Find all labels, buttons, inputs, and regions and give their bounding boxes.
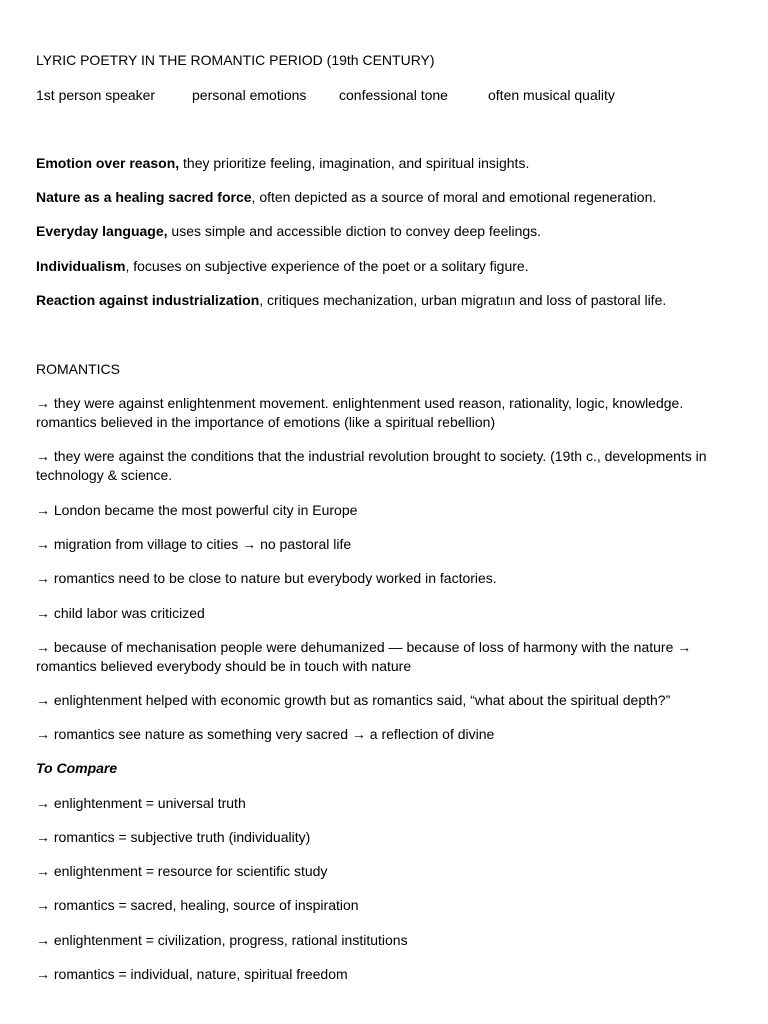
romantics-point: → they were against enlightenment movement. enlightenment used reason, rationality, logic, knowledge. romantics believed in the importance of emotions (like a spiritual rebellion): [36, 395, 684, 430]
compare-heading: To Compare: [36, 760, 118, 776]
feature-item: [36, 154, 736, 173]
romantics-heading: ROMANTICS: [36, 361, 120, 377]
feature-term: Reaction against industrialization: [36, 292, 260, 308]
feature-term: Everyday language,: [36, 223, 168, 239]
keyword-row: [36, 86, 736, 105]
feature-text: , focuses on subjective experience of the poet or a solitary figure.: [125, 258, 529, 274]
compare-point: → romantics = sacred, healing, source of inspiration: [36, 897, 359, 913]
romantics-point: → child labor was criticized: [36, 605, 205, 621]
feature-item: [36, 291, 736, 310]
compare-point: → romantics = individual, nature, spiritual freedom: [36, 966, 348, 982]
feature-text: uses simple and accessible diction to convey deep feelings.: [167, 223, 542, 239]
romantics-point: → London became the most powerful city in Europe: [36, 502, 358, 518]
compare-point: → enlightenment = universal truth: [36, 795, 246, 811]
keyword-item: confessional tone: [339, 87, 448, 103]
romantics-point: → because of mechanisation people were dehumanized — because of loss of harmony with the nature → romantics believed everybody should be in touch with nature: [36, 639, 692, 674]
feature-item: [36, 222, 736, 241]
feature-term: Individualism: [36, 258, 126, 274]
document-title: LYRIC POETRY IN THE ROMANTIC PERIOD (19th CENTURY): [36, 52, 435, 68]
compare-point: → romantics = subjective truth (individuality): [36, 829, 311, 845]
feature-text: , often depicted as a source of moral and emotional regeneration.: [251, 189, 657, 205]
feature-text: , critiques mechanization, urban migratıın and loss of pastoral life.: [259, 292, 667, 308]
romantics-point: → migration from village to cities → no pastoral life: [36, 536, 352, 552]
feature-term: Nature as a healing sacred force: [36, 189, 252, 205]
feature-text: they prioritize feeling, imagination, and spiritual insights.: [179, 155, 530, 171]
compare-point: → enlightenment = resource for scientific study: [36, 863, 328, 879]
romantics-point: → enlightenment helped with economic growth but as romantics said, “what about the spiritual depth?”: [36, 692, 671, 708]
romantics-point: → romantics see nature as something very sacred → a reflection of divine: [36, 726, 495, 742]
romantics-point: → romantics need to be close to nature but everybody worked in factories.: [36, 570, 497, 586]
feature-item: [36, 188, 736, 207]
feature-item: [36, 257, 736, 276]
feature-term: Emotion over reason,: [36, 155, 180, 171]
compare-point: → enlightenment = civilization, progress, rational institutions: [36, 932, 408, 948]
keyword-item: personal emotions: [192, 87, 307, 103]
keyword-item: 1st person speaker: [36, 87, 156, 103]
romantics-point: → they were against the conditions that the industrial revolution brought to society. (19th c., developments in technology & science.: [36, 448, 707, 483]
keyword-item: often musical quality: [488, 87, 615, 103]
